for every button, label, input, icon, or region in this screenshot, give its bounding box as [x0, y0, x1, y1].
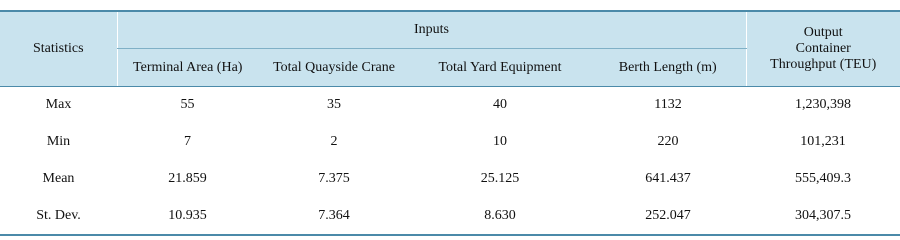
- row-label: Min: [46, 134, 71, 149]
- row-label: Mean: [42, 171, 75, 186]
- table-row: [0, 124, 900, 161]
- table-row: [0, 161, 900, 198]
- row-label: St. Dev.: [0, 198, 117, 235]
- table-cell: 641.437: [645, 171, 691, 186]
- header-output-line1: Output: [803, 25, 843, 40]
- table-cell: 1132: [654, 97, 682, 113]
- table-cell: 10: [493, 134, 507, 149]
- header-output: [746, 11, 900, 87]
- table-cell: 304,307.5: [746, 198, 900, 235]
- table-body: [0, 87, 900, 235]
- header-inputs: Inputs: [117, 11, 746, 49]
- header-output-line3: Throughput (TEU): [770, 57, 877, 72]
- table-cell: 555,409.3: [795, 171, 851, 186]
- header-berth-length: Berth Length (m): [590, 49, 746, 87]
- table-cell: 40: [493, 97, 507, 113]
- table-cell: 7.375: [318, 171, 350, 186]
- table-header: [0, 11, 900, 87]
- table-cell: 252.047: [590, 198, 746, 235]
- table-cell: 55: [180, 97, 195, 113]
- header-row-group: [0, 11, 900, 49]
- table-cell: 2: [330, 134, 338, 149]
- table-cell: 220: [657, 134, 679, 149]
- table-cell: 7.364: [258, 198, 410, 235]
- table-cell: 25.125: [480, 171, 520, 186]
- header-yard-equipment: Total Yard Equipment: [410, 49, 590, 87]
- table-row: [0, 87, 900, 124]
- table-cell: 8.630: [410, 198, 590, 235]
- header-quayside-crane: Total Quayside Crane: [258, 49, 410, 87]
- header-output-line2: Container: [795, 41, 851, 56]
- table-cell: 10.935: [117, 198, 258, 235]
- table-cell: 7: [184, 134, 191, 149]
- table-row: [0, 198, 900, 235]
- header-terminal-area: Terminal Area (Ha): [117, 49, 258, 87]
- table-cell: 35: [327, 97, 341, 113]
- table-cell: 21.859: [168, 171, 207, 186]
- table-cell: 101,231: [800, 134, 846, 149]
- row-label: Max: [45, 97, 72, 113]
- header-statistics: Statistics: [0, 11, 117, 87]
- table-cell: 1,230,398: [795, 97, 851, 113]
- statistics-table: [0, 10, 900, 236]
